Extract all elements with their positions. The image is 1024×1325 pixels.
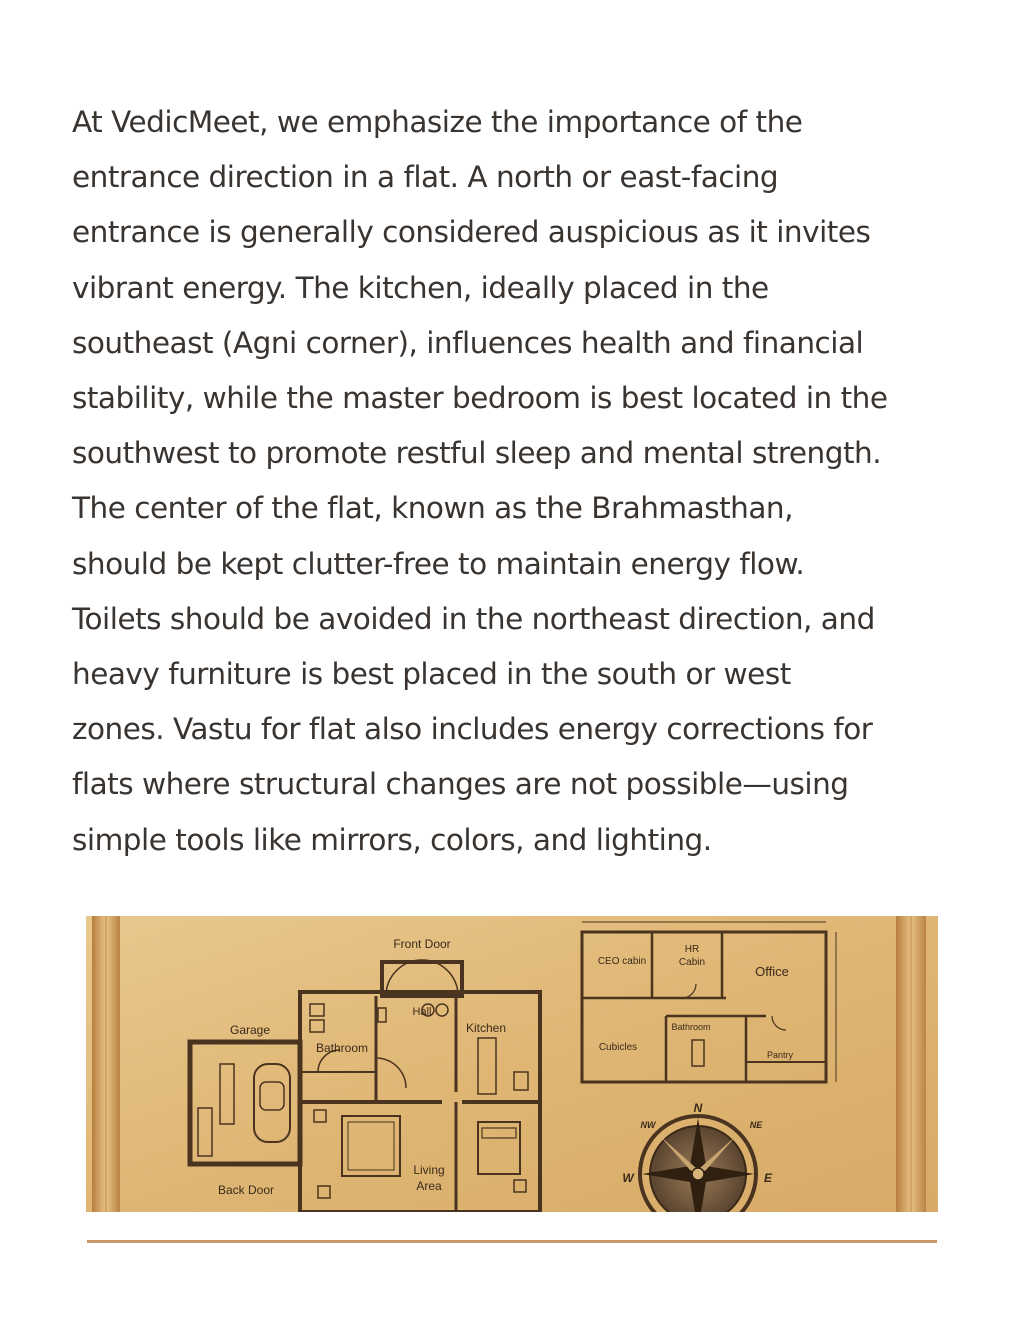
compass-northeast-label: NE xyxy=(749,1120,763,1130)
hr-cabin-label-line1: HR xyxy=(684,944,700,955)
compass-west-label: W xyxy=(622,1171,634,1185)
living-area-label-line1: Living xyxy=(413,1163,445,1177)
pantry-label: Pantry xyxy=(766,1050,794,1060)
floor-plan-illustration xyxy=(86,912,938,1212)
front-door-label: Front Door xyxy=(393,937,451,951)
cubicles-label: Cubicles xyxy=(598,1042,638,1053)
kitchen-label: Kitchen xyxy=(465,1021,507,1035)
paragraph-line: should be kept clutter-free to maintain energy flow. xyxy=(72,546,805,581)
floor-plan-image xyxy=(86,912,938,1212)
office-bathroom-label: Bathroom xyxy=(671,1022,711,1032)
garage-label: Garage xyxy=(229,1023,271,1037)
paragraph-line: entrance direction in a flat. A north or east-facing xyxy=(72,160,779,195)
paragraph-line: stability, while the master bedroom is best located in the xyxy=(72,381,888,416)
parchment-background xyxy=(86,916,938,1212)
compass-east-label: E xyxy=(763,1171,773,1185)
office-label: Office xyxy=(755,964,789,979)
paragraph-line: zones. Vastu for flat also includes energy corrections for xyxy=(72,712,873,747)
compass-rose-icon xyxy=(640,1116,756,1212)
horizontal-divider xyxy=(87,1240,937,1243)
paragraph-line: Toilets should be avoided in the northeast direction, and xyxy=(72,601,875,636)
back-door-label: Back Door xyxy=(217,1183,275,1197)
paragraph-line: heavy furniture is best placed in the south or west xyxy=(72,657,791,692)
ceo-cabin-label: CEO cabin xyxy=(597,956,647,967)
paragraph-line: simple tools like mirrors, colors, and lighting. xyxy=(72,822,712,857)
paragraph-line: entrance is generally considered auspicious as it invites xyxy=(72,215,871,250)
living-area-label-line2: Area xyxy=(416,1179,442,1193)
hall-label: Hall xyxy=(412,1006,432,1018)
paragraph-line: vibrant energy. The kitchen, ideally placed in the xyxy=(72,270,769,305)
hr-cabin-label-line2: Cabin xyxy=(678,957,706,968)
paragraph-line: southwest to promote restful sleep and mental strength. xyxy=(72,436,882,471)
paragraph-line: southeast (Agni corner), influences health and financial xyxy=(72,325,864,360)
paragraph-line: flats where structural changes are not possible—using xyxy=(72,767,849,802)
compass-northwest-label: NW xyxy=(640,1120,656,1130)
bathroom-label: Bathroom xyxy=(315,1041,369,1055)
paragraph-line: The center of the flat, known as the Brahmasthan, xyxy=(72,491,793,526)
compass-north-label: N xyxy=(693,1101,703,1115)
paragraph-line: At VedicMeet, we emphasize the importance of the xyxy=(72,105,803,139)
body-paragraph xyxy=(72,95,972,868)
